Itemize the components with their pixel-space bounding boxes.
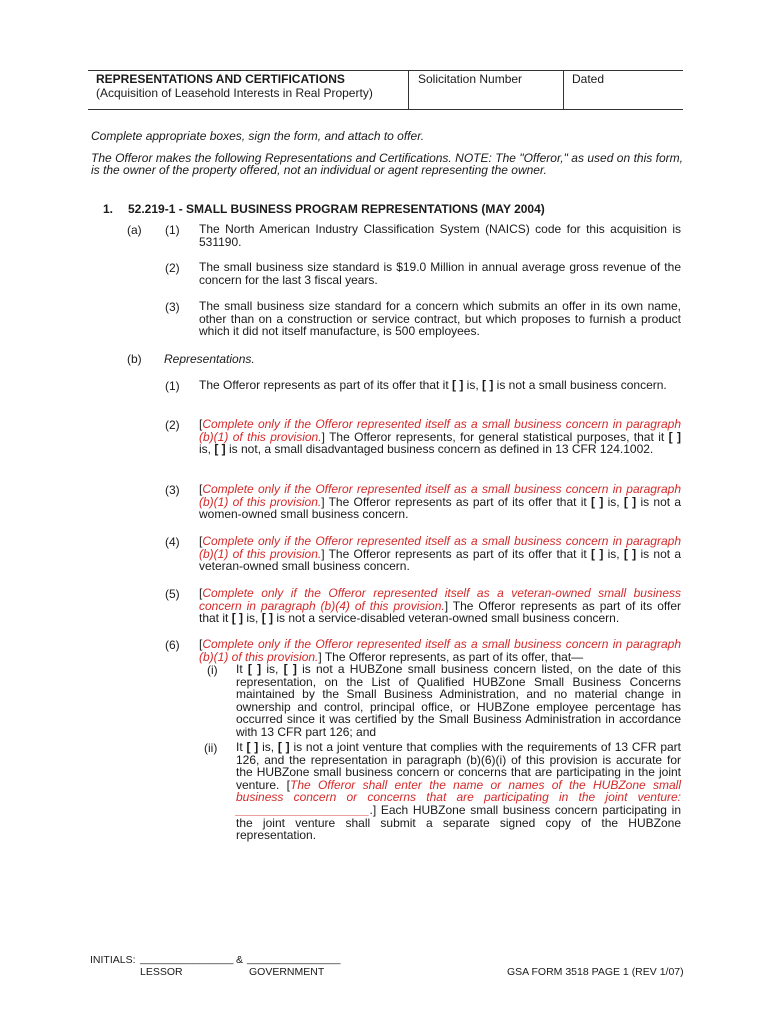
paragraph-b6: [Complete only if the Offeror represented itself as a small business concern in paragraph (b)(1) of this provision.] The Offeror represents, as part of its offer, that— <box>199 637 681 664</box>
offeror-note: The Offeror makes the following Representations and Certifications. NOTE: The "Offeror," as used on this form, is the owner of the property offered, not an individual or agent representing the owner. <box>91 151 683 177</box>
paragraph-b6-ii <box>236 741 681 842</box>
ii-text-3: is not a joint venture that complies with the requirements of 13 CFR part 126, and the representation in paragraph (b)(6)(i) of this provision is accurate for the HUBZone small business concern or concerns that are participating in the joint venture. [ <box>236 740 682 792</box>
veteran-owned-yes-checkbox[interactable]: [ ] <box>591 546 604 561</box>
lessor-label: LESSOR <box>140 966 183 978</box>
marker-b5: (5) <box>165 587 180 601</box>
section-title: 52.219-1 - SMALL BUSINESS PROGRAM REPRESENTATIONS (MAY 2004) <box>128 202 545 216</box>
b6-instruction: Complete only if the Offeror represented itself as a small business concern in paragraph (b)(1) of this provision. <box>199 637 681 664</box>
b3-text-3: is not a women-owned small business concern. <box>199 494 682 521</box>
service-disabled-yes-checkbox[interactable]: [ ] <box>231 611 244 625</box>
solicitation-number-cell[interactable] <box>408 71 563 109</box>
marker-a3: (3) <box>165 300 180 314</box>
b2-text-3: is not, a small disadvantaged business concern as defined in 13 CFR 124.1002. <box>225 442 654 456</box>
i-text-3: is not a HUBZone small business concern listed, on the date of this representation, on the List of Qualified HUBZone Small Business Concerns maintained by the Small Business Administration, and no material change in ownership and control, principal office, or HUBZone employee percentage has occurred since it was certified by the Small Business Administration in accordance with 13 CFR part 126; and <box>236 662 682 739</box>
marker-b3: (3) <box>165 483 180 497</box>
paragraph-b1 <box>199 379 681 392</box>
header-title-cell <box>88 71 408 109</box>
b4-instruction: Complete only if the Offeror represented itself as a small business concern in paragraph (b)(1) of this provision. <box>199 534 681 561</box>
initials-label: INITIALS: <box>90 954 136 966</box>
b2-instruction: Complete only if the Offeror represented itself as a small business concern in paragraph (b)(1) of this provision. <box>199 417 681 444</box>
dated-label: Dated <box>572 72 605 86</box>
marker-b6: (6) <box>165 638 180 652</box>
marker-b2: (2) <box>165 418 180 432</box>
b4-text-1: ] The Offeror represents as part of its offer that it <box>321 546 592 561</box>
marker-a1: (1) <box>165 223 180 237</box>
hubzone-yes-checkbox[interactable]: [ ] <box>247 662 262 676</box>
paragraph-a1: The North American Industry Classification System (NAICS) code for this acquisition is 531190. <box>199 222 681 249</box>
service-disabled-no-checkbox[interactable]: [ ] <box>261 611 274 625</box>
form-identifier: GSA FORM 3518 PAGE 1 (REV 1/07) <box>507 966 684 978</box>
joint-venture-names-field[interactable]: The Offeror shall enter the name or names of the HUBZone small business concern or concerns that are participating in the joint venture: ____________________ <box>236 777 681 817</box>
marker-b: (b) <box>127 352 142 366</box>
marker-b4: (4) <box>165 535 180 549</box>
paragraph-b2: [Complete only if the Offeror represented itself as a small business concern in paragraph (b)(1) of this provision.] The Offeror represents, for general statistical purposes, that it [ ] is, [ ] is not, a small disadvantaged business concern as defined in 13 CFR 124.1002. <box>199 417 682 456</box>
small-business-no-checkbox[interactable]: [ ] <box>482 378 494 392</box>
paragraph-b5: [Complete only if the Offeror represented itself as a veteran-owned small business concern in paragraph (b)(4) of this provision.] The Offeror represents as part of its offer that it [ ] is, [ ] is not a service-disabled veteran-owned small business concern. <box>199 586 681 625</box>
form-header <box>88 70 683 110</box>
i-text-2: is, <box>261 662 284 676</box>
solicitation-number-label: Solicitation Number <box>418 72 523 86</box>
b5-text-2: is, <box>243 611 262 625</box>
b5-text-1: ] The Offeror represents as part of its offer that it <box>199 598 681 625</box>
b2-text-1: ] The Offeror represents, for general statistical purposes, that it <box>321 429 669 444</box>
joint-venture-no-checkbox[interactable]: [ ] <box>277 740 290 754</box>
paragraph-b6-i <box>236 663 681 739</box>
b3-instruction: Complete only if the Offeror represented itself as a small business concern in paragraph (b)(1) of this provision. <box>199 482 681 509</box>
marker-b6-i: (i) <box>207 663 218 677</box>
marker-a: (a) <box>127 223 142 237</box>
b3-text-1: ] The Offeror represents as part of its offer that it <box>321 494 592 509</box>
b5-text-3: is not a service-disabled veteran-owned small business concern. <box>273 611 620 625</box>
lessor-initials-line[interactable]: ________________ <box>140 953 234 965</box>
hubzone-no-checkbox[interactable]: [ ] <box>283 662 297 676</box>
small-business-yes-checkbox[interactable]: [ ] <box>452 378 464 392</box>
paragraph-b3: [Complete only if the Offeror represented itself as a small business concern in paragraph (b)(1) of this provision.] The Offeror represents as part of its offer that it [ ] is, [ ] is not a women-owned small business concern. <box>199 482 682 521</box>
instructions-line: Complete appropriate boxes, sign the form, and attach to offer. <box>91 129 425 143</box>
b4-text-2: is, <box>603 546 624 561</box>
dated-cell[interactable] <box>563 71 683 109</box>
women-owned-no-checkbox[interactable]: [ ] <box>623 494 637 509</box>
ii-text-1: It <box>236 740 247 754</box>
paragraph-b4: [Complete only if the Offeror represented itself as a small business concern in paragraph (b)(1) of this provision.] The Offeror represents as part of its offer that it [ ] is, [ ] is not a veteran-owned small business concern. <box>199 534 682 573</box>
government-initials-line[interactable]: ________________ <box>247 953 341 965</box>
disadvantaged-yes-checkbox[interactable]: [ ] <box>668 429 682 444</box>
b1-text-1: The Offeror represents as part of its offer that it <box>199 378 453 392</box>
form-subtitle: (Acquisition of Leasehold Interests in Real Property) <box>96 86 373 100</box>
b1-text-2: is, <box>463 378 483 392</box>
veteran-owned-no-checkbox[interactable]: [ ] <box>623 546 637 561</box>
i-text-1: It <box>236 662 248 676</box>
b2-text-2: is, <box>199 442 215 456</box>
representations-heading: Representations. <box>164 352 255 366</box>
paragraph-a3: The small business size standard for a concern which submits an offer in its own name, other than on a construction or service contract, but which proposes to furnish a product which it did not itself manufacture, is 500 employees. <box>199 299 681 338</box>
joint-venture-yes-checkbox[interactable]: [ ] <box>246 740 259 754</box>
women-owned-yes-checkbox[interactable]: [ ] <box>591 494 604 509</box>
page-footer <box>90 954 690 984</box>
form-title: REPRESENTATIONS AND CERTIFICATIONS <box>96 72 345 86</box>
b5-instruction: Complete only if the Offeror represented itself as a veteran-owned small business concern in paragraph (b)(4) of this provision. <box>199 586 681 613</box>
b3-text-2: is, <box>603 494 624 509</box>
ampersand: & <box>236 954 244 966</box>
government-label: GOVERNMENT <box>249 966 325 978</box>
ii-text-2: is, <box>258 740 278 754</box>
marker-b1: (1) <box>165 379 180 393</box>
paragraph-a2: The small business size standard is $19.0 Million in annual average gross revenue of the concern for the last 3 fiscal years. <box>199 260 681 287</box>
ii-text-4: .] Each HUBZone small business concern participating in the joint venture shall submit a separate signed copy of the HUBZone representation. <box>236 802 681 843</box>
marker-b6-ii: (ii) <box>204 741 218 755</box>
b4-text-3: is not a veteran-owned small business concern. <box>199 546 682 573</box>
b6-text-1: ] The Offeror represents, as part of its offer, that— <box>318 649 584 664</box>
disadvantaged-no-checkbox[interactable]: [ ] <box>214 442 226 456</box>
b1-text-3: is not a small business concern. <box>493 378 667 392</box>
section-number: 1. <box>103 202 114 216</box>
marker-a2: (2) <box>165 261 180 275</box>
